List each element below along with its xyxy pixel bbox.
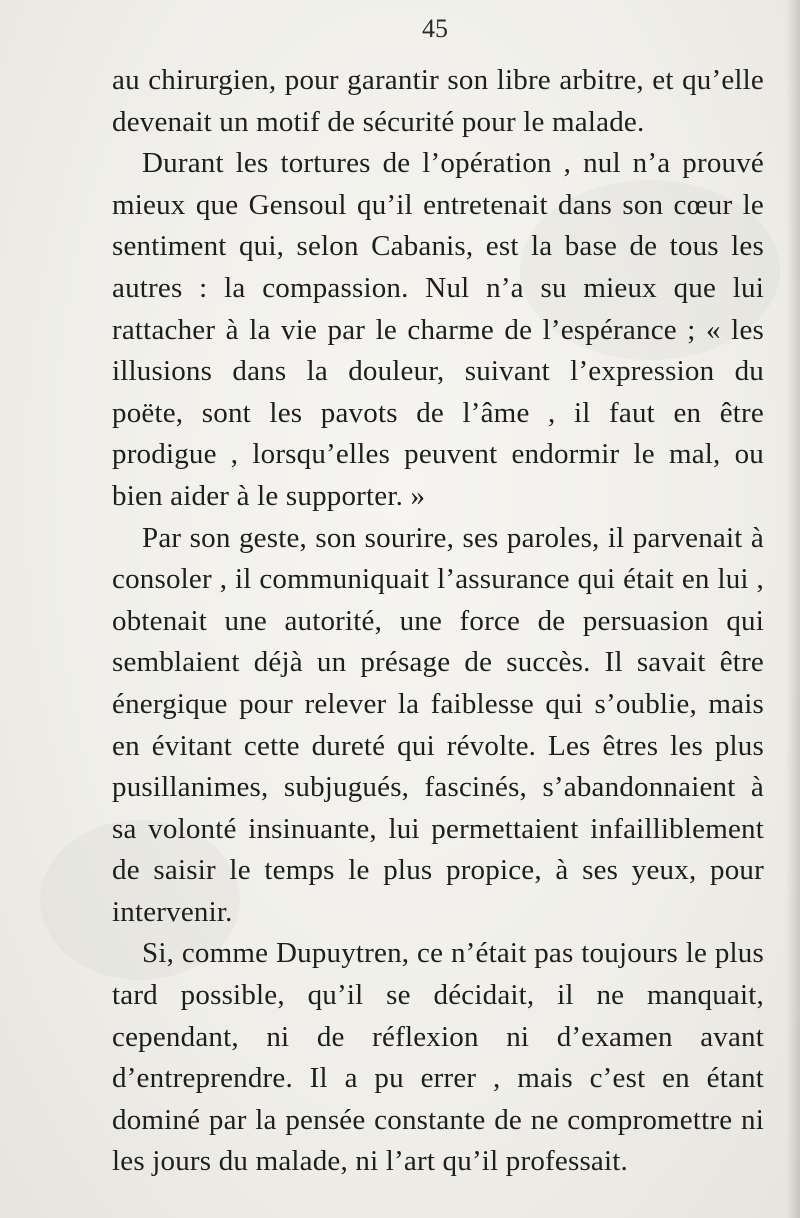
paragraph: au chirurgien, pour garantir son libre arbitre, et qu’elle devenait un motif de sécurité pour le malade. (112, 64, 764, 138)
paragraph: Si, comme Dupuytren, ce n’était pas toujours le plus tard possible, qu’il se décidait, il ne manquait, cependant, ni de réflexion ni d’examen avant d’entreprendre. Il a pu errer , mais c’est en étant dominé par la pensée constante de ne compromettre ni les jours du malade, ni l’art qu’il professait. (112, 937, 764, 1178)
paragraph: Par son geste, son sourire, ses paroles, il parvenait à consoler , il communiquait l’assurance qui était en lui , obtenait une autorité, une force de persuasion qui semblaient déjà un présage de succès. Il savait être énergique pour relever la faiblesse qui s’oublie, mais en évitant cette dureté qui révolte. Les êtres les plus pusillanimes, subjugués, fascinés, s’abandonnaient à sa volonté insinuante, lui permettaient infailliblement de saisir le temps le plus propice, à ses yeux, pour intervenir. (112, 521, 764, 928)
page-edge-shadow (786, 0, 800, 1218)
paragraph: Durant les tortures de l’opération , nul n’a prouvé mieux que Gensoul qu’il entretenait dans son cœur le sentiment qui, selon Cabanis, est la base de tous les autres : la compassion. Nul n’a su mieux que lui rattacher à la vie par le charme de l’espérance ; « les illusions dans la douleur, suivant l’expression du poëte, sont les pavots de l’âme , il faut en être prodigue , lorsqu’elles peuvent endormir le mal, ou bien aider à le supporter. » (112, 147, 764, 512)
page-number: 45 (422, 14, 448, 43)
body-text (112, 60, 764, 1183)
